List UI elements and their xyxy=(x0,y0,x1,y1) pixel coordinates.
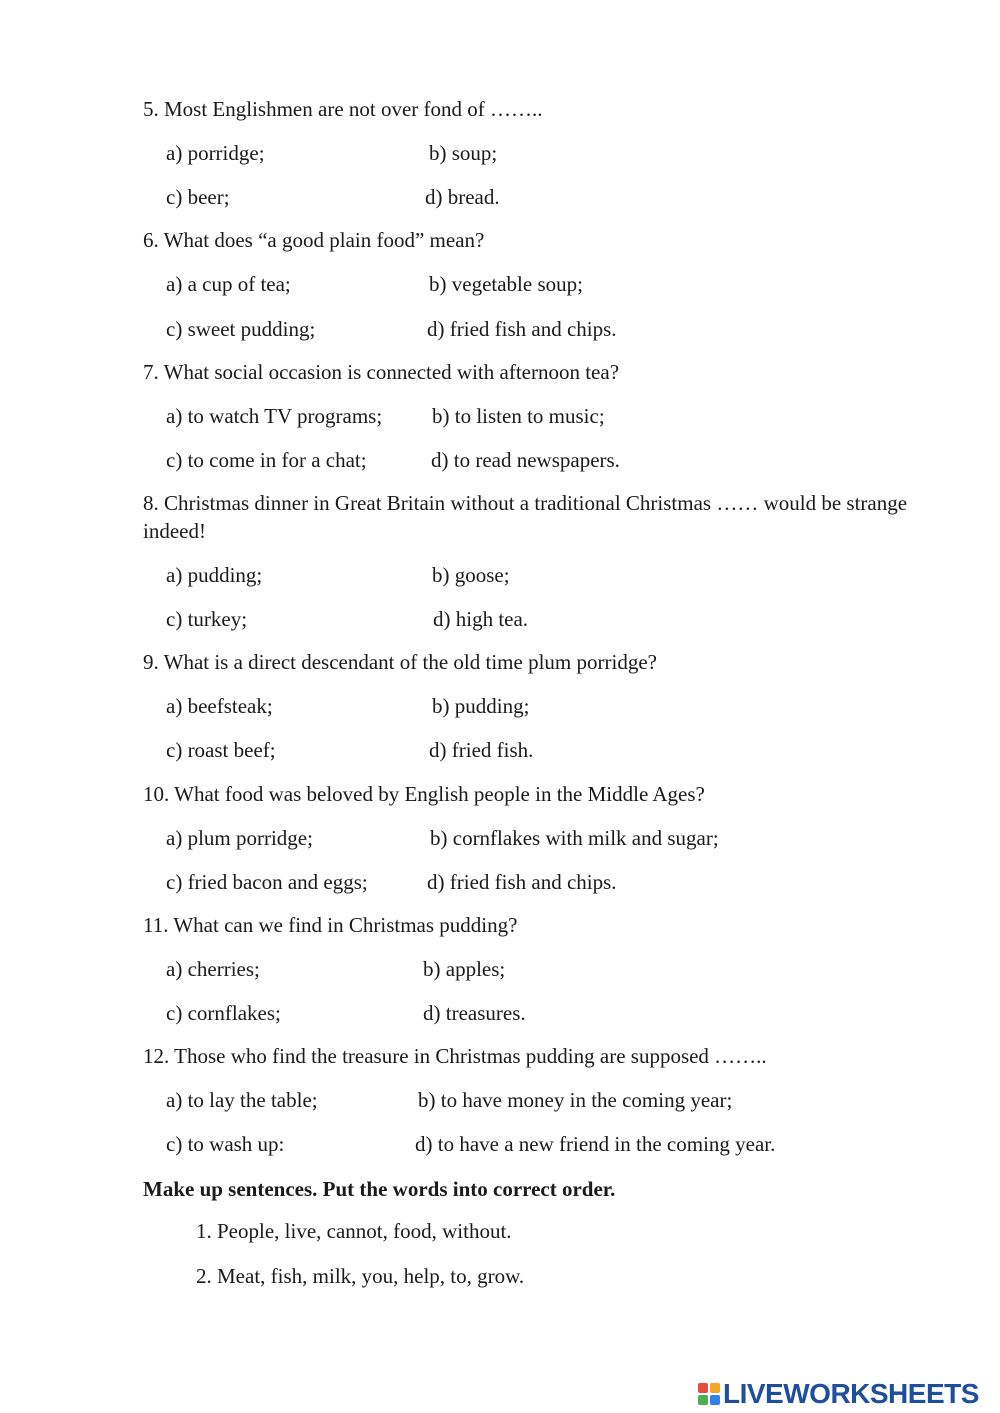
q10-option-d[interactable]: d) fried fish and chips. xyxy=(427,870,617,894)
q7-option-b[interactable]: b) to listen to music; xyxy=(432,404,605,428)
task2-item-2: 2. Meat, fish, milk, you, help, to, grow. xyxy=(196,1264,525,1288)
logo-text: LIVEWORKSHEETS xyxy=(723,1378,979,1409)
question-7: 7. What social occasion is connected with afternoon tea? xyxy=(143,360,620,384)
task2-item-1: 1. People, live, cannot, food, without. xyxy=(196,1219,512,1243)
q10-option-c[interactable]: c) fried bacon and eggs; xyxy=(166,870,368,894)
q8-option-a[interactable]: a) pudding; xyxy=(166,563,263,587)
question-12: 12. Those who find the treasure in Christmas pudding are supposed …….. xyxy=(143,1044,767,1068)
q11-option-c[interactable]: c) cornflakes; xyxy=(166,1001,281,1025)
question-9: 9. What is a direct descendant of the old time plum porridge? xyxy=(143,650,657,674)
task2-heading: Make up sentences. Put the words into correct order. xyxy=(143,1177,616,1201)
q7-option-d[interactable]: d) to read newspapers. xyxy=(431,448,620,472)
q9-option-b[interactable]: b) pudding; xyxy=(432,694,530,718)
question-8: 8. Christmas dinner in Great Britain without a traditional Christmas …… would be strange indeed! xyxy=(143,491,908,543)
q6-option-c[interactable]: c) sweet pudding; xyxy=(166,317,316,341)
q12-option-c[interactable]: c) to wash up: xyxy=(166,1132,285,1156)
question-11: 11. What can we find in Christmas pudding? xyxy=(143,913,518,937)
question-6: 6. What does “a good plain food” mean? xyxy=(143,228,485,252)
question-5: 5. Most Englishmen are not over fond of …….. xyxy=(143,97,543,121)
q10-option-a[interactable]: a) plum porridge; xyxy=(166,826,313,850)
q6-option-d[interactable]: d) fried fish and chips. xyxy=(427,317,617,341)
liveworksheets-logo xyxy=(698,1378,979,1410)
q12-option-b[interactable]: b) to have money in the coming year; xyxy=(418,1088,733,1112)
q8-option-d[interactable]: d) high tea. xyxy=(433,607,529,631)
q8-option-c[interactable]: c) turkey; xyxy=(166,607,248,631)
q12-option-a[interactable]: a) to lay the table; xyxy=(166,1088,318,1112)
q6-option-b[interactable]: b) vegetable soup; xyxy=(429,272,583,296)
q9-option-d[interactable]: d) fried fish. xyxy=(429,738,534,762)
q5-option-d[interactable]: d) bread. xyxy=(425,185,500,209)
q9-option-a[interactable]: a) beefsteak; xyxy=(166,694,273,718)
q5-option-c[interactable]: c) beer; xyxy=(166,185,230,209)
q7-option-c[interactable]: c) to come in for a chat; xyxy=(166,448,367,472)
q12-option-d[interactable]: d) to have a new friend in the coming year. xyxy=(415,1132,776,1156)
logo-squares-icon xyxy=(698,1383,720,1405)
q9-option-c[interactable]: c) roast beef; xyxy=(166,738,276,762)
q5-option-b[interactable]: b) soup; xyxy=(429,141,498,165)
q8-option-b[interactable]: b) goose; xyxy=(432,563,510,587)
q11-option-b[interactable]: b) apples; xyxy=(423,957,506,981)
q11-option-d[interactable]: d) treasures. xyxy=(423,1001,526,1025)
q7-option-a[interactable]: a) to watch TV programs; xyxy=(166,404,383,428)
question-10: 10. What food was beloved by English people in the Middle Ages? xyxy=(143,782,705,806)
q11-option-a[interactable]: a) cherries; xyxy=(166,957,260,981)
q10-option-b[interactable]: b) cornflakes with milk and sugar; xyxy=(430,826,719,850)
q6-option-a[interactable]: a) a cup of tea; xyxy=(166,272,291,296)
q5-option-a[interactable]: a) porridge; xyxy=(166,141,265,165)
